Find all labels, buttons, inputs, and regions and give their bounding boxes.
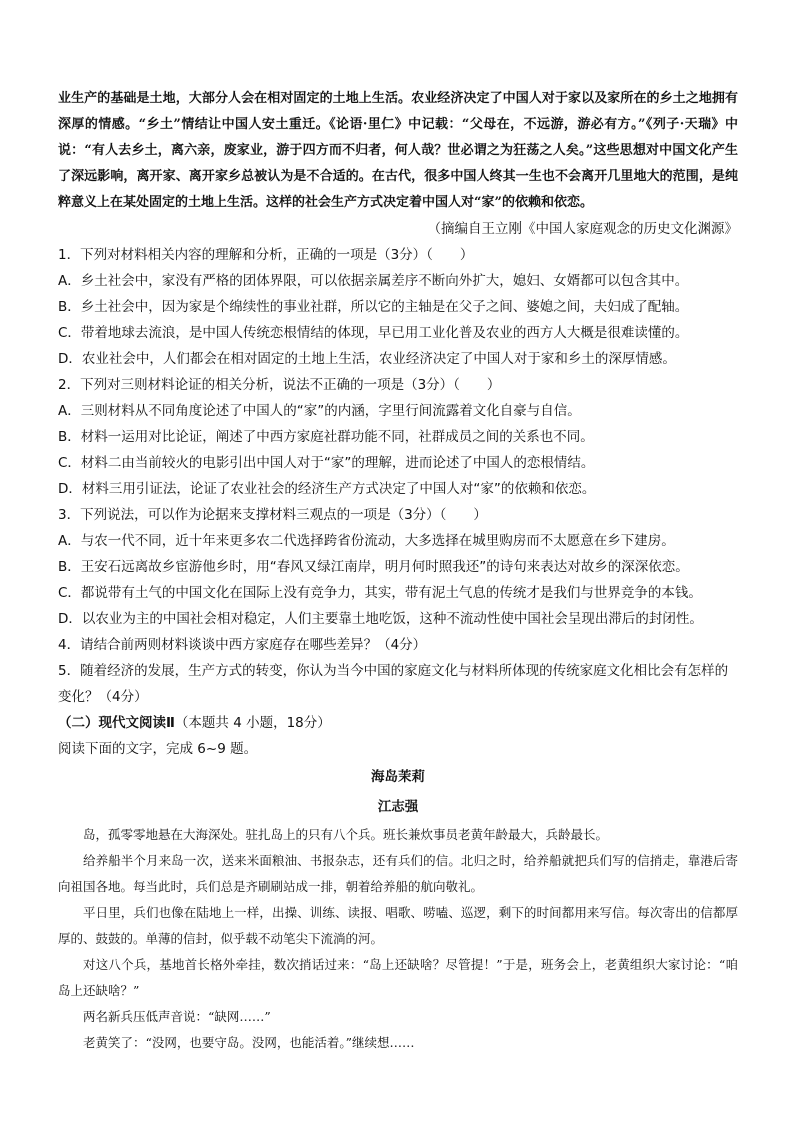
- question-5-stem: 5．随着经济的发展，生产方式的转变，你认为当今中国的家庭文化与材料所体现的传统家庭文化相比会有怎样的变化？（4分）: [58, 663, 729, 705]
- story-paragraph: 岛，孤零零地悬在大海深处。驻扎岛上的只有八个兵。班长兼炊事员老黄年龄最大，兵龄最长。: [83, 827, 609, 842]
- option-a: A．乡土社会中，家没有严格的团体界限，可以依据亲属差序不断向外扩大，媳妇、女婿都可以包含其中。: [58, 273, 689, 289]
- section-instruction: 阅读下面的文字，完成 6~9 题。: [58, 741, 258, 757]
- option-d: D．农业社会中，人们都会在相对固定的土地上生活，农业经济决定了中国人对于家和乡土的深厚情感。: [58, 351, 676, 367]
- option-c: C．都说带有土气的中国文化在国际上没有竞争力，其实，带有泥土气息的传统才是我们与世界竞争的本钱。: [58, 585, 702, 601]
- story-paragraph: 两名新兵压低声音说：“缺网……”: [83, 1009, 271, 1024]
- option-d: D．以农业为主的中国社会相对稳定，人们主要靠土地吃饭，这种不流动性使中国社会呈现出滞后的封闭性。: [58, 611, 703, 627]
- story-paragraph: 对这八个兵，基地首长格外牵挂，数次捎话过来：“岛上还缺啥？尽管提！”于是，班务会上，老黄组织大家讨论：“咱岛上还缺啥？”: [58, 957, 738, 998]
- section-heading-detail: （本题共 4 小题，18分）: [174, 715, 331, 731]
- option-b: B．材料一运用对比论证，阐述了中西方家庭社群功能不同，社群成员之间的关系也不同。: [58, 429, 594, 445]
- option-a: A．与农一代不同，近十年来更多农二代选择跨省份流动，大多选择在城里购房而不太愿意在乡下建房。: [58, 533, 675, 549]
- question-3: [58, 502, 738, 632]
- material-three-paragraph: 业生产的基础是土地，大部分人会在相对固定的土地上生活。农业经济决定了中国人对于家以及家所在的乡土之地拥有深厚的情感。“乡土”情结让中国人安土重迁。《论语·里仁》中记载：“父母在，不远游，游必有方。”《列子·天瑞》中说：“有人去乡土，离六亲，废家业，游于四方而不归者，何人哉？世必谓之为狂荡之人矣。”这些思想对中国文化产生了深远影响，离开家、离开家乡总被认为是不合适的。在古代，很多中国人终其一生也不会离开几里地大的范围，是纯粹意义上在某处固定的土地上生活。这样的社会生产方式决定着中国人对“家”的依赖和依恋。: [58, 91, 738, 210]
- story-author: 江志强: [377, 799, 419, 815]
- story-paragraph: 平日里，兵们也像在陆地上一样，出操、训练、读报、唱歌、唠嗑、巡逻，剩下的时间都用来写信。每次寄出的信都厚厚的、鼓鼓的。单薄的信封，似乎载不动笔尖下流淌的河。: [58, 905, 738, 946]
- question-stem: 1．下列对材料相关内容的理解和分析，正确的一项是（3分）（ ）: [58, 247, 474, 263]
- option-b: B．王安石远离故乡宦游他乡时，用“春风又绿江南岸，明月何时照我还”的诗句来表达对故乡的深深依恋。: [58, 559, 689, 575]
- story-paragraph: 给养船半个月来岛一次，送来米面粮油、书报杂志，还有兵们的信。北归之时，给养船就把兵们写的信捎走，靠港后寄向祖国各地。每当此时，兵们总是齐刷刷站成一排，朝着给养船的航向敬礼。: [58, 853, 738, 894]
- section-heading: [58, 710, 738, 736]
- material-source: （摘编自王立刚《中国人家庭观念的历史文化渊源》: [427, 221, 738, 237]
- story-paragraph: 老黄笑了：“没网，也要守岛。没网，也能活着。”继续想……: [83, 1035, 415, 1050]
- question-1: [58, 242, 738, 372]
- story-title: 海岛茉莉: [371, 769, 425, 785]
- option-d: D．材料三用引证法，论证了农业社会的经济生产方式决定了中国人对“家”的依赖和依恋。: [58, 481, 596, 497]
- question-stem: 2．下列对三则材料论证的相关分析，说法不正确的一项是（3分）（ ）: [58, 377, 501, 393]
- question-2: [58, 372, 738, 502]
- option-b: B．乡土社会中，因为家是个绵续性的事业社群，所以它的主轴是在父子之间、婆媳之间，夫妇成了配轴。: [58, 299, 689, 315]
- question-stem: 3．下列说法，可以作为论据来支撑材料三观点的一项是（3分）（ ）: [58, 507, 487, 523]
- page: [58, 86, 738, 1056]
- section-heading-main: （二）现代文阅读Ⅱ: [58, 715, 175, 731]
- option-c: C．带着地球去流浪，是中国人传统恋根情结的体现，早已用工业化普及农业的西方人大概是很难读懂的。: [58, 325, 689, 341]
- option-c: C．材料二由当前较火的电影引出中国人对于“家”的理解，进而论述了中国人的恋根情结。: [58, 455, 595, 471]
- option-a: A．三则材料从不同角度论述了中国人的“家”的内涵，字里行间流露着文化自豪与自信。: [58, 403, 581, 419]
- question-4-stem: 4．请结合前两则材料谈谈中西方家庭存在哪些差异？（4分）: [58, 637, 427, 653]
